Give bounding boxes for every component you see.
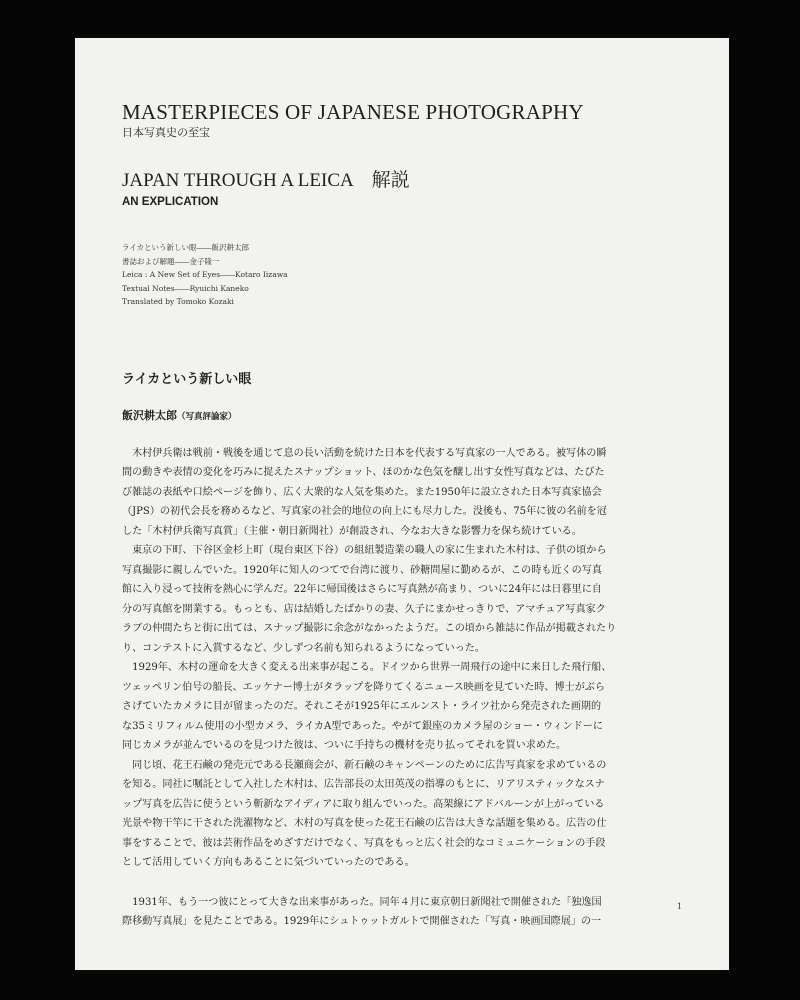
booklet-page <box>75 38 729 970</box>
body-line: ップ写真を広告に使うという斬新なアイディアに取り組んでいった。高架線にアドバルーンが上がっている <box>122 798 605 810</box>
credit-line: ライカという新しい眼――飯沢耕太郎 <box>122 243 250 252</box>
body-paragraphs <box>122 444 712 873</box>
main-title: MASTERPIECES OF JAPANESE PHOTOGRAPHY <box>122 100 584 124</box>
credit-line: Textual Notes――Ryuichi Kaneko <box>122 283 249 293</box>
credit-line: Leica : A New Set of Eyes――Kotaro Iizawa <box>122 270 288 280</box>
body-text <box>122 444 712 932</box>
body-line: 木村伊兵衛は戦前・戦後を通じて息の長い活動を続けた日本を代表する写真家の一人である。被写体の瞬 <box>122 447 607 459</box>
article-title: ライカという新しい眼 <box>122 371 252 387</box>
body-line: な35ミリフィルム使用の小型カメラ、ライカA型であった。やがて銀座のカメラ屋のショー・ウィンドーに <box>122 720 603 732</box>
body-line: 同じカメラが並んでいるのを見つけた彼は、ついに手持ちの機材を売り払ってそれを買い求めた。 <box>122 740 567 752</box>
body-line: 際移動写真展」を見たことである。1929年にシュトゥットガルトで開催された「写真・映画国際展」の一 <box>122 916 602 928</box>
body-line: した「木村伊兵衛写真賞」（主催・朝日新聞社）が創設され、今なお大きな影響力を保ち続けている。 <box>122 525 582 537</box>
body-line: 東京の下町、下谷区金杉上町（現台東区下谷）の組紐製造業の職人の家に生まれた木村は、子供の頃から <box>122 545 607 557</box>
body-line: ツェッペリン伯号の船長、エッケナー博士がタラップを降りてくるニュース映画を見ていた時、博士がぶら <box>122 681 605 693</box>
page-content <box>122 100 712 932</box>
body-line: り、コンテストに入賞するなど、少しずつ名前も知られるようになっていった。 <box>122 642 485 654</box>
body-line: を知る。同社に嘱託として入社した木村は、広告部長の太田英茂の指導のもとに、リアリスティックなスナ <box>122 779 605 791</box>
body-line: 分の写真館を開業する。もっとも、店は結婚したばかりの妻、久子にまかせっきりで、アマチュア写真家ク <box>122 603 606 615</box>
body-line: 1929年、木村の運命を大きく変える出来事が起こる。ドイツから世界一周飛行の途中に来日した飛行船、 <box>122 662 612 674</box>
main-subtitle: 日本写真史の至宝 <box>122 126 210 139</box>
author-name: 飯沢耕太郎 <box>122 408 177 422</box>
body-line: 事をすることで、彼は芸術作品をめざすだけでなく、写真をもっと広く社会的なコミュニケーションの手段 <box>122 837 606 849</box>
body-line: ラブの仲間たちと街に出ては、スナップ撮影に余念がなかったようだ。この頃から雑誌に作品が掲載されたり <box>122 623 617 635</box>
body-line: 写真撮影に親しんでいた。1920年に知人のつてで台湾に渡り、砂糖問屋に勤めるが、この時も近くの写真 <box>122 564 602 576</box>
body-line: さげていたカメラに目が留まったのだ。それこそが1925年にエルンスト・ライツ社から発売された画期的 <box>122 701 602 713</box>
section-title: JAPAN THROUGH A LEICA 解説 <box>122 170 410 191</box>
body-line: 間の動きや表情の変化を巧みに捉えたスナップショット、ほのかな色気を醸し出す女性写真などは、たびた <box>122 467 605 479</box>
body-line: び雑誌の表紙や口絵ページを飾り、広く大衆的な人気を集めた。また1950年に設立された日本写真家協会 <box>122 486 602 498</box>
body-line: 同じ頃、花王石鹸の発売元である長瀬商会が、新石鹸のキャンペーンのために広告写真家を求めているの <box>122 759 607 771</box>
body-line: として活用していく方向もあることに気づいていったのである。 <box>122 857 415 869</box>
body-line: （JPS）の初代会長を務めるなど、写真家の社会的地位の向上にも尽力した。没後も、75年に彼の名前を冠 <box>122 506 607 518</box>
credits-block <box>122 241 712 309</box>
body-line: 1931年、もう一つ彼にとって大きな出来事があった。同年４月に東京朝日新聞社で開催された「独逸国 <box>122 896 602 908</box>
body-paragraphs <box>122 893 712 932</box>
author-role: （写真評論家） <box>177 411 237 422</box>
body-line: 館に入り浸って技術を熱心に学んだ。22年に帰国後はさらに写真熱が高まり、ついに24年には日暮里に自 <box>122 584 602 596</box>
section-subtitle: AN EXPLICATION <box>122 196 219 208</box>
credit-line: 書誌および解題――金子隆一 <box>122 256 220 266</box>
body-line: 光景や物干竿に干された洗濯物など、木村の写真を使った花王石鹸の広告は大きな話題を集める。広告の仕 <box>122 818 607 830</box>
paragraph-gap <box>122 873 712 893</box>
page-number: 1 <box>676 902 682 911</box>
credit-line: Translated by Tomoko Kozaki <box>122 297 234 307</box>
author-line <box>122 408 712 425</box>
